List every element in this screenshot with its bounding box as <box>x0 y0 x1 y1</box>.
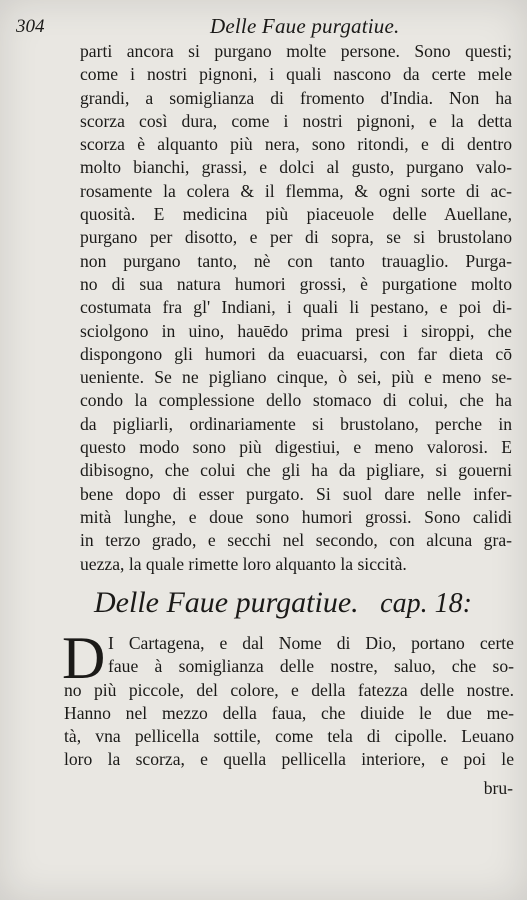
text-line: scorza così dura, come i nostri pignoni, e la detta <box>80 110 512 131</box>
text-line: questo modo sono più digestiui, e meno valorosi. E <box>80 437 512 458</box>
text-line: ueniente. Se ne pigliano cinque, ò sei, più e meno se- <box>80 367 512 388</box>
text-line: dibisogno, che colui che gli ha da pigliare, si gouerni <box>80 460 512 481</box>
text-line: costumata fra gl' Indiani, i quali li pestano, e poi di- <box>80 297 512 318</box>
text-line: grandi, a somiglianza di fromento d'India. Non ha <box>80 87 512 108</box>
drop-cap: D <box>62 625 106 691</box>
text-line: purgano per disotto, e per di sopra, se si brustolano <box>80 227 512 248</box>
catchword: bru- <box>483 778 513 798</box>
text-line: bene dopo di esser purgato. Si suol dare nelle infer- <box>80 483 512 504</box>
text-line: Hanno nel mezzo della faua, che diuide le due me- <box>64 702 514 723</box>
text-line: come i nostri pignoni, i quali nascono da certe mele <box>80 64 512 85</box>
text-line: scorza è alquanto più nera, sono ritondi, e di dentro <box>80 134 512 155</box>
text-line: loro la scorza, e quella pellicella interiore, e poi le <box>64 749 514 770</box>
text-line: quosità. E medicina più piaceuole delle Auellane, <box>80 204 512 225</box>
text-line: no più piccole, del colore, e della fatezza delle nostre. <box>64 679 514 700</box>
chapter-heading <box>94 586 514 620</box>
text-line: parti ancora si purgano molte persone. Sono questi; <box>80 41 512 61</box>
text-line: dispongono gli humori da euacuarsi, con far dieta cō <box>80 343 512 364</box>
chapter-text <box>62 625 514 772</box>
text-line: rosamente la colera & il flemma, & ogni sorte di ac- <box>80 180 512 201</box>
text-line: condo la complessione dello stomaco di colui, che ha <box>80 390 512 411</box>
text-line: sciolgono in uino, hauēdo prima presi i siroppi, che <box>80 320 512 341</box>
text-line: mità lunghe, e doue sono humori grossi. Sono calidi <box>80 506 512 527</box>
body-text <box>80 40 512 576</box>
running-title: Delle Faue purgatiue. <box>210 14 400 38</box>
chapter-number: cap. 18: <box>380 588 472 619</box>
chapter-title: Delle Faue purgatiue. <box>94 586 359 619</box>
text-line: I Cartagena, e dal Nome di Dio, portano certe <box>108 633 514 653</box>
text-line: faue à somiglianza delle nostre, saluo, che so- <box>108 656 514 677</box>
text-line: in terzo grado, e secchi nel secondo, con alcuna gra- <box>80 530 512 551</box>
text-line: da pigliarli, ordinariamente si brustolano, perche in <box>80 413 512 434</box>
text-line: uezza, la quale rimette loro alquanto la siccità. <box>80 553 407 574</box>
text-line: molto bianchi, grassi, e dolci al gusto, purgano valo- <box>80 157 512 178</box>
text-line: no di sua natura humori grossi, è purgatione molto <box>80 273 512 294</box>
text-line: tà, vna pellicella sottile, come tela di cipolle. Leuano <box>64 726 514 747</box>
text-line: non purgano tanto, nè con tanto trauaglio. Purga- <box>80 250 512 271</box>
page-number: 304 <box>16 16 45 37</box>
